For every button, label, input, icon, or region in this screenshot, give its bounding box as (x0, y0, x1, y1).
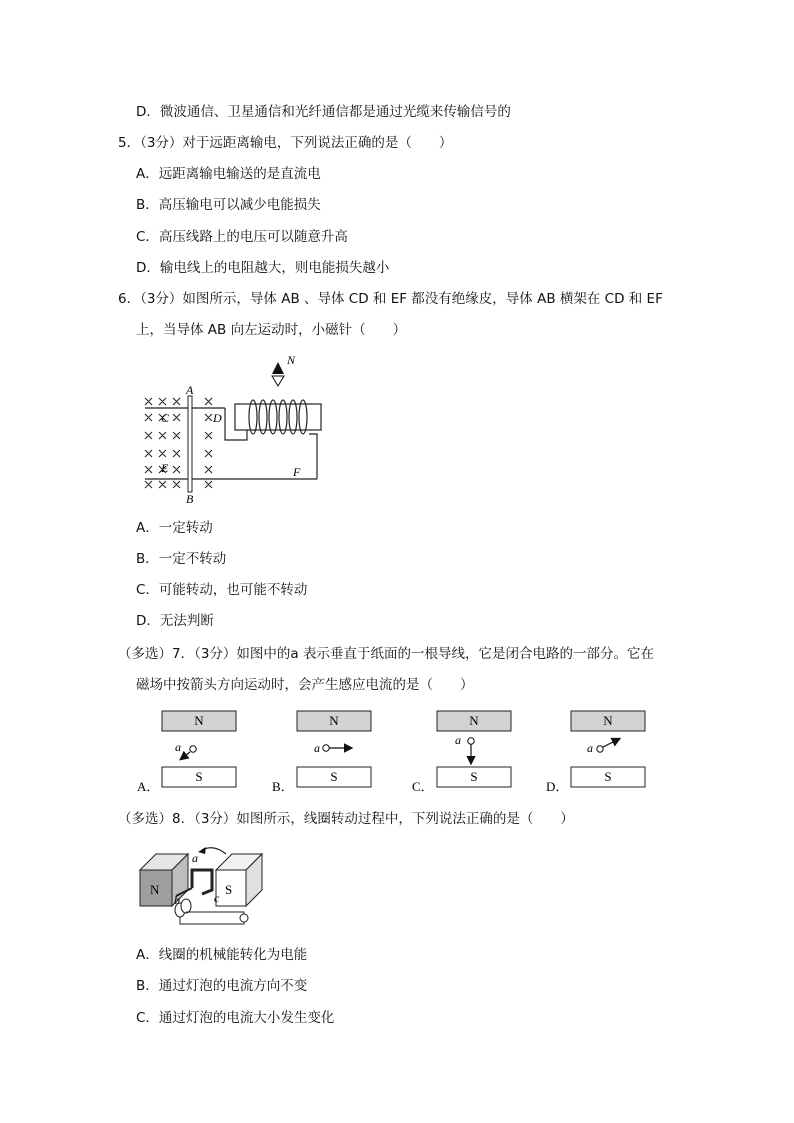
q6-circuit-figure (135, 350, 335, 510)
lamp-icon (240, 914, 248, 922)
q7-stem-line1: （多选）7．（3分）如图中的a 表示垂直于纸面的一根导线，它是闭合电路的一部分。它在 (118, 646, 654, 662)
magnet-south-label: S (195, 769, 203, 784)
magnet-n-block (140, 854, 188, 906)
q8-generator-figure (136, 840, 276, 930)
q6-option-b: B．一定不转动 (136, 551, 227, 567)
wire-label: a (175, 740, 181, 754)
compass-needle-north-icon (272, 362, 284, 374)
magnet-north-label: N (194, 713, 204, 728)
magnet-north-label: N (329, 713, 339, 728)
q4-option-d: D．微波通信、卫星通信和光纤通信都是通过光缆来传输信号的 (136, 104, 511, 120)
q8-stem: （多选）8．（3分）如图所示，线圈转动过程中，下列说法正确的是（ ） (118, 811, 574, 827)
wire-label: a (455, 733, 461, 747)
conductor-ab (188, 396, 192, 492)
label-d: D (213, 411, 222, 425)
motion-arrow-icon (603, 739, 619, 747)
magnet-south-label: S (330, 769, 338, 784)
solenoid-core (235, 404, 321, 430)
label-n: N (150, 882, 160, 897)
coil (192, 870, 212, 894)
q7-magnets-svg (135, 705, 665, 797)
q6-circuit-svg (135, 350, 335, 510)
magnet-south-label: S (604, 769, 612, 784)
label-c: C (161, 411, 170, 425)
q7-panel-b (272, 711, 371, 794)
q5-option-c: C．高压线路上的电压可以随意升高 (136, 229, 348, 245)
q7-panel-c (412, 711, 511, 794)
label-f: F (293, 465, 301, 479)
q6-stem-line1: 6．（3分）如图所示，导体 AB 、导体 CD 和 EF 都没有绝缘皮，导体 AB 横架在 CD 和 EF (118, 291, 663, 307)
q7-panel-a (137, 711, 236, 794)
label-e: E (161, 461, 169, 475)
option-label-c: C． (412, 779, 434, 794)
q6-stem-line2: 上，当导体 AB 向左运动时，小磁针（ ） (136, 322, 407, 338)
wire-coil-to-f (309, 434, 317, 479)
q5-option-a: A．远距离输电输送的是直流电 (136, 166, 321, 182)
option-label-b: B． (272, 779, 294, 794)
q6-option-a: A．一定转动 (136, 520, 213, 536)
label-a: a (192, 851, 198, 865)
rotation-arrowhead-icon (198, 847, 206, 854)
option-label-d: D． (546, 779, 569, 794)
label-n: N (287, 353, 296, 367)
compass-needle-south-icon (272, 376, 284, 386)
motion-arrow-icon (181, 752, 190, 759)
label-b: b (174, 893, 180, 907)
magnetic-field-crosses (145, 398, 212, 488)
q5-option-b: B．高压输电可以减少电能损失 (136, 197, 321, 213)
label-s: S (225, 882, 233, 897)
wire-label: a (314, 741, 320, 755)
q8-option-a: A．线圈的机械能转化为电能 (136, 947, 308, 963)
slip-ring (181, 899, 191, 913)
q7-magnets-figure (135, 705, 665, 797)
magnet-north-label: N (469, 713, 479, 728)
magnet-north-label: N (603, 713, 613, 728)
option-label-a: A． (137, 779, 160, 794)
external-circuit (180, 912, 244, 924)
q7-panel-d (546, 711, 645, 794)
q6-option-d: D．无法判断 (136, 613, 214, 629)
label-c: c (214, 891, 220, 905)
q6-option-c: C．可能转动，也可能不转动 (136, 582, 308, 598)
q5-option-d: D．输电线上的电阻越大，则电能损失越小 (136, 260, 390, 276)
q7-stem-line2: 磁场中按箭头方向运动时，会产生感应电流的是（ ） (136, 677, 474, 693)
wire-label: a (587, 741, 593, 755)
q8-option-b: B．通过灯泡的电流方向不变 (136, 978, 308, 994)
label-a: A (186, 383, 194, 397)
magnet-south-label: S (470, 769, 478, 784)
q8-generator-svg (136, 840, 276, 930)
label-b: B (186, 492, 194, 506)
q8-option-c: C．通过灯泡的电流大小发生变化 (136, 1010, 335, 1026)
magnet-s-block (216, 854, 262, 906)
q5-stem: 5．（3分）对于远距离输电，下列说法正确的是（ ） (118, 135, 453, 151)
